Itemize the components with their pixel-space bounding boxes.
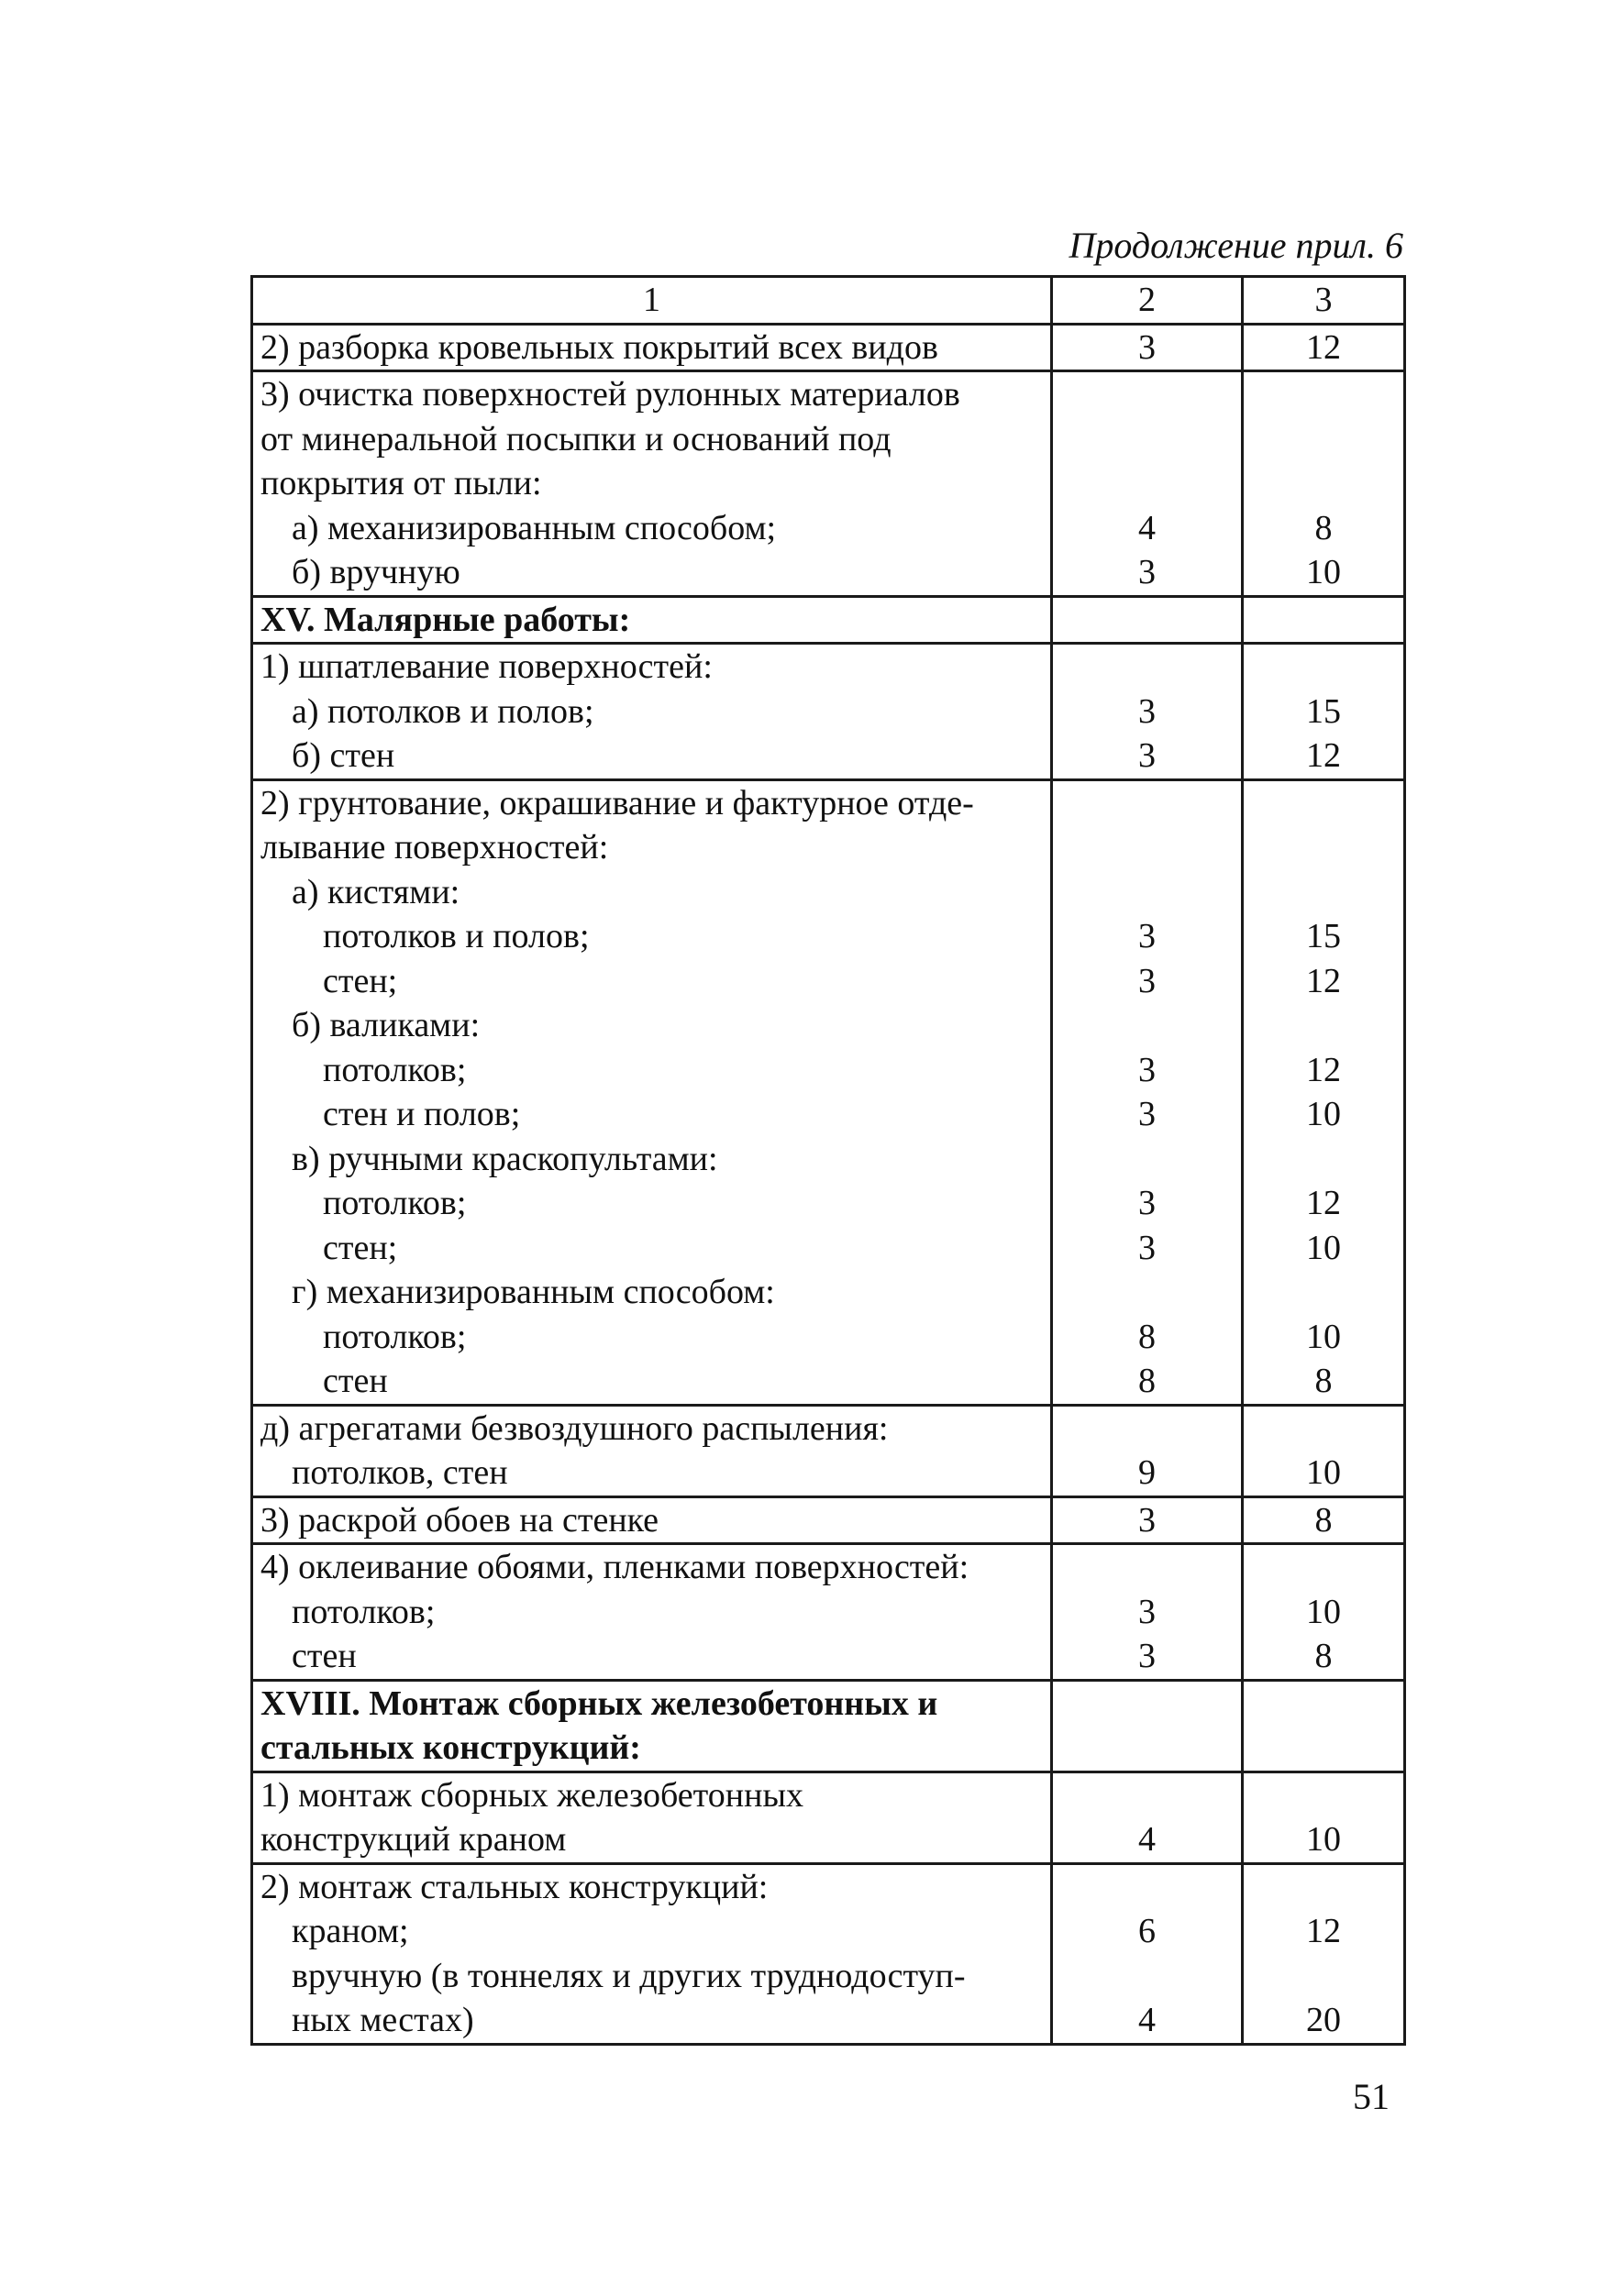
description-line: потолков; [323, 1184, 467, 1222]
description-line: лывание поверхностей: [260, 828, 609, 867]
description-line: 1) шпатлевание поверхностей: [260, 647, 713, 686]
col-2-value: 8 [1138, 1362, 1156, 1400]
description-cell [252, 1863, 1052, 2044]
description-line: 1) монтаж сборных железобетонных [260, 1775, 803, 1815]
col-2-value [1053, 1865, 1241, 1910]
col-2-value [1053, 645, 1241, 690]
col-2-value: 3 [1138, 917, 1156, 955]
col-2-value: 3 [1138, 1500, 1156, 1540]
col-2-value [1053, 417, 1241, 462]
col-3-value [1244, 1773, 1403, 1818]
table-row [252, 1496, 1405, 1544]
description-cell [252, 779, 1052, 1405]
col-2-value: 4 [1138, 2001, 1156, 2039]
table-row [252, 779, 1405, 1405]
description-line: б) стен [292, 736, 395, 775]
col-3-value [1244, 1137, 1403, 1182]
col-3-value [1244, 1545, 1403, 1590]
description-line: потолков, стен [292, 1453, 508, 1492]
description-line: г) механизированным способом: [292, 1273, 775, 1311]
col-2-cell [1052, 779, 1243, 1405]
col-2-value: 3 [1138, 961, 1156, 1000]
header-col-2: 2 [1052, 277, 1243, 325]
col-2-value [1053, 1773, 1241, 1818]
description-cell [252, 1680, 1052, 1772]
col-3-cell [1243, 779, 1405, 1405]
col-2-value: 3 [1138, 1095, 1156, 1133]
col-2-value: 4 [1138, 508, 1156, 547]
col-3-value [1244, 1954, 1403, 1999]
description-cell [252, 324, 1052, 371]
table-row [252, 1863, 1405, 2044]
description-line: б) вручную [292, 553, 460, 591]
col-2-value: 3 [1138, 327, 1156, 367]
col-3-cell [1243, 644, 1405, 780]
col-2-cell [1052, 1863, 1243, 2044]
col-3-value [1244, 1407, 1403, 1452]
col-2-value: 3 [1138, 1228, 1156, 1267]
col-2-value: 3 [1138, 691, 1156, 731]
col-3-value [1244, 781, 1403, 826]
description-cell [252, 1405, 1052, 1496]
col-3-value: 8 [1314, 1362, 1333, 1400]
description-line: ных местах) [292, 2001, 474, 2039]
table-row [252, 1405, 1405, 1496]
col-3-value: 10 [1306, 553, 1341, 591]
header-col-1: 1 [252, 277, 1052, 325]
description-line: стен и полов; [323, 1095, 521, 1133]
col-3-value [1244, 1865, 1403, 1910]
description-line: а) механизированным способом; [292, 508, 777, 547]
col-2-value: 8 [1138, 1317, 1156, 1356]
col-3-cell [1243, 324, 1405, 371]
col-3-value: 12 [1306, 961, 1341, 1000]
col-3-value: 8 [1314, 1637, 1333, 1675]
col-3-value [1244, 417, 1403, 462]
description-line: 2) разборка кровельных покрытий всех видов [260, 327, 938, 367]
col-2-value [1053, 1682, 1241, 1727]
norms-table [250, 275, 1406, 2046]
col-2-cell [1052, 1544, 1243, 1681]
table-row [252, 371, 1405, 597]
description-line: а) кистями: [292, 872, 460, 911]
col-3-value [1244, 1003, 1403, 1048]
col-3-cell [1243, 1496, 1405, 1544]
description-cell [252, 1496, 1052, 1544]
table-row [252, 324, 1405, 371]
col-3-cell [1243, 1405, 1405, 1496]
table-row [252, 1772, 1405, 1863]
col-2-cell [1052, 1680, 1243, 1772]
description-line: потолков; [292, 1592, 436, 1631]
col-2-cell [1052, 1772, 1243, 1863]
description-line: вручную (в тоннелях и других труднодоступ- [292, 1956, 966, 1995]
col-2-value [1053, 1137, 1241, 1182]
col-3-value [1244, 598, 1403, 643]
col-3-value: 10 [1306, 1228, 1341, 1267]
col-3-value: 8 [1314, 508, 1333, 547]
col-3-value: 10 [1306, 1820, 1341, 1859]
col-3-value: 12 [1306, 327, 1341, 367]
col-2-value: 9 [1138, 1453, 1156, 1492]
description-line: потолков; [323, 1317, 467, 1356]
description-line: стен [323, 1362, 388, 1400]
description-cell [252, 644, 1052, 780]
description-cell [252, 596, 1052, 644]
col-3-value [1244, 645, 1403, 690]
col-2-value [1053, 825, 1241, 870]
description-cell [252, 1772, 1052, 1863]
description-cell [252, 1544, 1052, 1681]
page-number: 51 [1353, 2076, 1390, 2117]
col-2-cell [1052, 1496, 1243, 1544]
col-3-value: 15 [1306, 917, 1341, 955]
col-2-value [1053, 1545, 1241, 1590]
table-body [252, 324, 1405, 2044]
col-2-value [1053, 781, 1241, 826]
col-2-value [1053, 870, 1241, 915]
col-3-value: 10 [1306, 1453, 1341, 1492]
col-3-value [1244, 1682, 1403, 1727]
table-caption: Продолжение прил. 6 [1069, 225, 1403, 266]
col-3-cell [1243, 371, 1405, 597]
description-line: XVIII. Монтаж сборных железобетонных и [260, 1683, 938, 1723]
col-3-value: 15 [1306, 691, 1341, 731]
col-2-value [1053, 1270, 1241, 1315]
col-2-value: 4 [1138, 1820, 1156, 1859]
col-3-value: 12 [1306, 1050, 1341, 1089]
table-row [252, 596, 1405, 644]
description-line: б) валиками: [292, 1006, 481, 1044]
description-line: XV. Малярные работы: [260, 600, 631, 639]
description-cell [252, 371, 1052, 597]
col-2-cell [1052, 644, 1243, 780]
col-3-value [1244, 825, 1403, 870]
description-line: стен [292, 1637, 357, 1675]
col-2-value: 6 [1138, 1912, 1156, 1950]
col-3-value [1244, 372, 1403, 417]
col-3-value: 10 [1306, 1592, 1341, 1631]
col-2-value [1053, 598, 1241, 643]
table-row [252, 644, 1405, 780]
col-2-value [1053, 1726, 1241, 1771]
description-line: потолков; [323, 1050, 467, 1089]
description-line: 2) грунтование, окрашивание и фактурное отде- [260, 783, 974, 822]
col-2-value: 3 [1138, 736, 1156, 775]
col-2-value: 3 [1138, 1592, 1156, 1631]
col-2-cell [1052, 371, 1243, 597]
col-3-cell [1243, 1544, 1405, 1681]
col-3-cell [1243, 1680, 1405, 1772]
col-3-cell [1243, 596, 1405, 644]
col-3-value [1244, 1270, 1403, 1315]
col-2-value [1053, 461, 1241, 506]
description-line: краном; [292, 1912, 409, 1950]
description-line: 4) оклеивание обоями, пленками поверхностей: [260, 1548, 969, 1586]
table-row [252, 1544, 1405, 1681]
table-header-row [252, 277, 1405, 325]
col-2-value [1053, 1954, 1241, 1999]
description-line: покрытия от пыли: [260, 464, 542, 502]
col-3-value: 8 [1314, 1500, 1333, 1540]
col-2-cell [1052, 324, 1243, 371]
description-line: 2) монтаж стальных конструкций: [260, 1867, 769, 1906]
col-3-value: 12 [1306, 1184, 1341, 1222]
col-3-value: 12 [1306, 1912, 1341, 1950]
description-line: д) агрегатами безвоздушного распыления: [260, 1408, 889, 1448]
description-line: от минеральной посыпки и оснований под [260, 419, 892, 458]
col-2-value: 3 [1138, 1184, 1156, 1222]
col-3-value: 10 [1306, 1317, 1341, 1356]
description-line: стальных конструкций: [260, 1728, 641, 1767]
description-line: а) потолков и полов; [292, 691, 594, 731]
description-line: 3) раскрой обоев на стенке [260, 1500, 659, 1540]
col-3-cell [1243, 1772, 1405, 1863]
table-row [252, 1680, 1405, 1772]
col-2-value: 3 [1138, 1050, 1156, 1089]
description-line: 3) очистка поверхностей рулонных материалов [260, 375, 960, 414]
col-3-cell [1243, 1863, 1405, 2044]
col-3-value: 12 [1306, 736, 1341, 775]
description-line: конструкций краном [260, 1820, 567, 1859]
col-2-cell [1052, 1405, 1243, 1496]
description-line: стен; [323, 1228, 398, 1267]
col-3-value [1244, 461, 1403, 506]
col-2-value [1053, 1003, 1241, 1048]
col-2-value: 3 [1138, 1637, 1156, 1675]
col-2-value [1053, 372, 1241, 417]
description-line: потолков и полов; [323, 917, 590, 955]
col-3-value [1244, 870, 1403, 915]
col-3-value [1244, 1726, 1403, 1771]
col-2-cell [1052, 596, 1243, 644]
col-3-value: 20 [1306, 2001, 1341, 2039]
col-3-value: 10 [1306, 1095, 1341, 1133]
header-col-3: 3 [1243, 277, 1405, 325]
col-2-value [1053, 1407, 1241, 1452]
description-line: стен; [323, 961, 398, 1000]
description-line: в) ручными краскопультами: [292, 1139, 718, 1178]
col-2-value: 3 [1138, 553, 1156, 591]
